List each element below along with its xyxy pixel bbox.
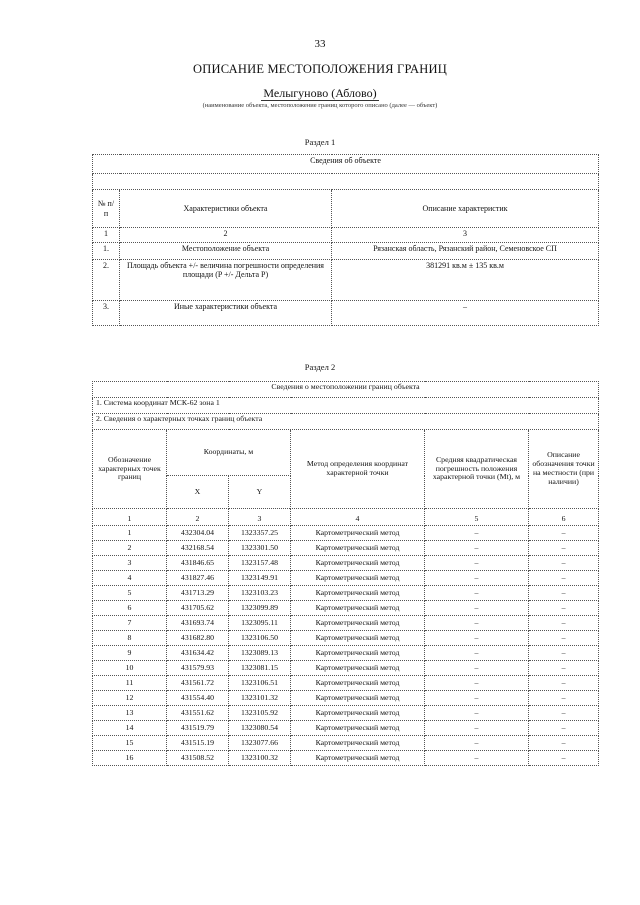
points-body: [93, 526, 599, 766]
coord-x: 431682.80: [167, 631, 229, 646]
coord-y: 1323101.32: [229, 691, 291, 706]
point-description: –: [529, 751, 599, 766]
point-description: –: [529, 556, 599, 571]
row-num: 2.: [93, 260, 120, 301]
point-number: 14: [93, 721, 167, 736]
accuracy: –: [425, 541, 529, 556]
table-row: [93, 571, 599, 586]
table-row: [93, 706, 599, 721]
table-row: [93, 631, 599, 646]
col-index: 5: [425, 509, 529, 526]
point-description: –: [529, 616, 599, 631]
accuracy: –: [425, 526, 529, 541]
characteristic-points-caption: 2. Сведения о характерных точках границ объекта: [93, 414, 599, 430]
point-description: –: [529, 676, 599, 691]
point-description: –: [529, 691, 599, 706]
table-row: [93, 736, 599, 751]
accuracy: –: [425, 616, 529, 631]
col-index: 3: [332, 228, 599, 243]
col-index: 2: [120, 228, 332, 243]
coord-x: 432304.04: [167, 526, 229, 541]
row-desc: 381291 кв.м ± 135 кв.м: [332, 260, 599, 301]
accuracy: –: [425, 571, 529, 586]
col-point-header: Обозначение характерных точек границ: [93, 430, 167, 509]
accuracy: –: [425, 556, 529, 571]
coord-y: 1323106.50: [229, 631, 291, 646]
accuracy: –: [425, 691, 529, 706]
point-number: 4: [93, 571, 167, 586]
coord-x: 431554.40: [167, 691, 229, 706]
accuracy: –: [425, 631, 529, 646]
point-number: 3: [93, 556, 167, 571]
boundary-points-table: [92, 381, 599, 766]
method: Картометрический метод: [291, 751, 425, 766]
coordinate-system: 1. Система координат МСК-62 зона 1: [93, 398, 599, 414]
point-number: 8: [93, 631, 167, 646]
method: Картометрический метод: [291, 721, 425, 736]
method: Картометрический метод: [291, 571, 425, 586]
coord-y: 1323301.50: [229, 541, 291, 556]
method: Картометрический метод: [291, 661, 425, 676]
method: Картометрический метод: [291, 556, 425, 571]
coord-y: 1323099.89: [229, 601, 291, 616]
method: Картометрический метод: [291, 616, 425, 631]
section2-label: Раздел 2: [304, 362, 336, 372]
coord-y: 1323103.23: [229, 586, 291, 601]
coord-x: 431508.52: [167, 751, 229, 766]
method: Картометрический метод: [291, 586, 425, 601]
col-index: 4: [291, 509, 425, 526]
row-char: Площадь объекта +/- величина погрешности определения площади (P +/- Дельта P): [120, 260, 332, 301]
method: Картометрический метод: [291, 676, 425, 691]
coord-y: 1323157.48: [229, 556, 291, 571]
coord-x: 431705.62: [167, 601, 229, 616]
object-name: Мелыгуново (Аблово): [263, 86, 377, 100]
coord-x: 431846.65: [167, 556, 229, 571]
row-char: Иные характеристики объекта: [120, 301, 332, 326]
coord-y: 1323357.25: [229, 526, 291, 541]
coord-y: 1323080.54: [229, 721, 291, 736]
method: Картометрический метод: [291, 631, 425, 646]
col-x-header: X: [167, 476, 229, 509]
coord-x: 431713.29: [167, 586, 229, 601]
table-row: [93, 541, 599, 556]
document-title: ОПИСАНИЕ МЕСТОПОЛОЖЕНИЯ ГРАНИЦ: [193, 62, 447, 76]
row-char: Местоположение объекта: [120, 243, 332, 260]
coord-y: 1323100.32: [229, 751, 291, 766]
point-description: –: [529, 736, 599, 751]
row-num: 3.: [93, 301, 120, 326]
table-row: [93, 526, 599, 541]
accuracy: –: [425, 721, 529, 736]
method: Картометрический метод: [291, 691, 425, 706]
coord-x: 432168.54: [167, 541, 229, 556]
coord-y: 1323089.13: [229, 646, 291, 661]
accuracy: –: [425, 646, 529, 661]
object-info-header: Сведения об объекте: [93, 155, 599, 174]
point-description: –: [529, 541, 599, 556]
coord-y: 1323106.51: [229, 676, 291, 691]
object-note: (наименование объекта, местоположение границ которого описано (далее — объект): [202, 102, 438, 109]
coord-y: 1323105.92: [229, 706, 291, 721]
point-number: 11: [93, 676, 167, 691]
method: Картометрический метод: [291, 601, 425, 616]
coord-x: 431693.74: [167, 616, 229, 631]
table-row: [93, 676, 599, 691]
method: Картометрический метод: [291, 706, 425, 721]
point-description: –: [529, 721, 599, 736]
accuracy: –: [425, 706, 529, 721]
point-number: 13: [93, 706, 167, 721]
point-number: 15: [93, 736, 167, 751]
table-row: [93, 721, 599, 736]
row-desc: –: [332, 301, 599, 326]
method: Картометрический метод: [291, 646, 425, 661]
accuracy: –: [425, 751, 529, 766]
accuracy: –: [425, 676, 529, 691]
coord-y: 1323149.91: [229, 571, 291, 586]
row-num: 1.: [93, 243, 120, 260]
boundary-header: Сведения о местоположении границ объекта: [93, 382, 599, 398]
section1-label: Раздел 1: [304, 137, 336, 147]
point-description: –: [529, 646, 599, 661]
method: Картометрический метод: [291, 736, 425, 751]
table-row: [93, 661, 599, 676]
table-row: [93, 556, 599, 571]
point-number: 7: [93, 616, 167, 631]
method: Картометрический метод: [291, 526, 425, 541]
point-number: 12: [93, 691, 167, 706]
col-desc-header: Описание характеристик: [332, 190, 599, 228]
col-desc-header: Описание обозначения точки на местности (при наличии): [529, 430, 599, 509]
col-index: 3: [229, 509, 291, 526]
accuracy: –: [425, 601, 529, 616]
point-number: 5: [93, 586, 167, 601]
table-row: [93, 601, 599, 616]
coord-x: 431579.93: [167, 661, 229, 676]
table-row: [93, 751, 599, 766]
object-name-wrapper: [0, 86, 640, 101]
col-index: 2: [167, 509, 229, 526]
col-index: 6: [529, 509, 599, 526]
col-coords-header: Координаты, м: [167, 430, 291, 476]
coord-x: 431515.19: [167, 736, 229, 751]
coord-y: 1323081.15: [229, 661, 291, 676]
accuracy: –: [425, 736, 529, 751]
point-number: 9: [93, 646, 167, 661]
col-accuracy-header: Средняя квадратическая погрешность положения характерной точки (Mt), м: [425, 430, 529, 509]
coord-y: 1323095.11: [229, 616, 291, 631]
coord-x: 431561.72: [167, 676, 229, 691]
point-description: –: [529, 571, 599, 586]
point-number: 10: [93, 661, 167, 676]
point-number: 2: [93, 541, 167, 556]
point-description: –: [529, 526, 599, 541]
point-number: 16: [93, 751, 167, 766]
coord-x: 431519.79: [167, 721, 229, 736]
blank-row: [93, 174, 599, 190]
point-description: –: [529, 661, 599, 676]
col-index: 1: [93, 509, 167, 526]
table-row: [93, 646, 599, 661]
point-description: –: [529, 706, 599, 721]
accuracy: –: [425, 586, 529, 601]
coord-x: 431827.46: [167, 571, 229, 586]
page-number: 33: [314, 38, 326, 50]
coord-x: 431634.42: [167, 646, 229, 661]
table-row: [93, 586, 599, 601]
row-desc: Рязанская область, Рязанский район, Семеновское СП: [332, 243, 599, 260]
col-num-header: № п/п: [93, 190, 120, 228]
method: Картометрический метод: [291, 541, 425, 556]
point-description: –: [529, 631, 599, 646]
point-description: –: [529, 601, 599, 616]
col-char-header: Характеристики объекта: [120, 190, 332, 228]
table-row: [93, 691, 599, 706]
table-row: [93, 616, 599, 631]
object-info-table: [92, 154, 599, 326]
col-y-header: Y: [229, 476, 291, 509]
coord-y: 1323077.66: [229, 736, 291, 751]
col-method-header: Метод определения координат характерной точки: [291, 430, 425, 509]
point-number: 6: [93, 601, 167, 616]
col-index: 1: [93, 228, 120, 243]
point-description: –: [529, 586, 599, 601]
accuracy: –: [425, 661, 529, 676]
point-number: 1: [93, 526, 167, 541]
coord-x: 431551.62: [167, 706, 229, 721]
